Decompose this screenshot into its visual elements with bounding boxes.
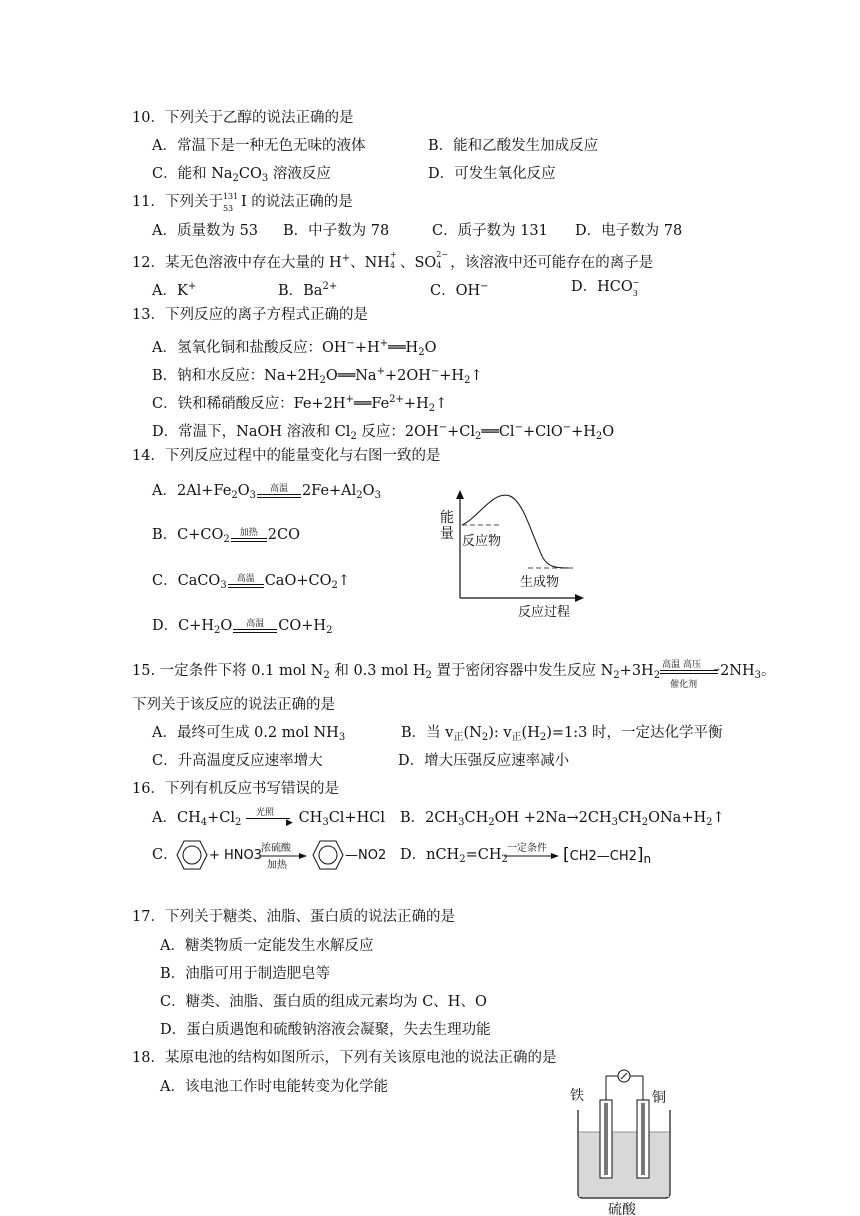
q17-option-a: A．糖类物质一定能发生水解反应	[160, 938, 374, 954]
q15-stem-2: 下列关于该反应的说法正确的是	[132, 697, 335, 713]
q17-stem: 17．下列关于糖类、油脂、蛋白质的说法正确的是	[132, 909, 455, 925]
q17-option-c: C．糖类、油脂、蛋白质的组成元素均为 C、H、O	[160, 994, 487, 1010]
q11-option-b: B．中子数为 78	[283, 223, 390, 239]
energy-curve	[462, 495, 568, 568]
q10-stem: 10．下列关于乙醇的说法正确的是	[132, 110, 354, 126]
q10-option-c: C．能和 $Na_2CO_3$ 溶液反应	[152, 166, 331, 184]
solution-label: 硫酸	[608, 1202, 636, 1216]
q18-stem: 18．某原电池的结构如图所示，下列有关该原电池的说法正确的是	[132, 1050, 557, 1066]
q17-option-d: D．蛋白质遇饱和硫酸钠溶液会凝聚，失去生理功能	[160, 1022, 491, 1038]
q16-option-b: B．$2CH_3CH_2OH$ $+2Na\to 2CH_3CH_2ONa+H_2↑$	[400, 810, 725, 828]
svg-text:浓硫酸: 浓硫酸	[261, 843, 291, 854]
q14-option-c: C．CaCO$_3$ 高温 $CaO+CO_2↑$	[152, 573, 350, 591]
q16-c-arrow	[259, 842, 309, 872]
x-axis-arrow	[575, 594, 584, 602]
q11-option-c: C．质子数为 131	[432, 223, 548, 239]
galvanic-cell-diagram	[568, 1058, 688, 1216]
q12-option-d: D．HCO − 3	[571, 278, 640, 298]
q15-option-c: C．升高温度反应速率增大	[152, 753, 323, 769]
q12-option-a: A．K+	[152, 281, 197, 299]
sulfuric-acid-solution	[579, 1132, 669, 1197]
y-label-2: 量	[440, 526, 454, 542]
y-axis-arrow	[456, 490, 464, 499]
q16-d-product: $[CH2—CH2]_n$	[563, 845, 652, 866]
benzene-ring-icon	[176, 838, 208, 872]
q13-option-b: B．钠和水反应：$Na+2H_2O══Na^++2OH^-+H_2↑$	[152, 366, 483, 386]
q16-c-product: —NO2	[345, 848, 387, 863]
q14-option-a: A．$2Al+Fe_2O_3$ 高温 $2Fe+Al_2O_3$	[152, 483, 381, 501]
q12-option-c: C．OH−	[430, 281, 489, 299]
q15-option-a: A．最终可生成 0.2 mol $NH_3$	[152, 725, 346, 743]
y-label-1: 能	[440, 510, 454, 526]
q15-stem: 15. 一定条件下将 0.1 mol $N_2$ 和 0.3 mol $H_2$ 置于密闭容器中发生反应 $N_2+3H_2$ 高温 高压 ⇀ ↽ 催化剂 $2NH_3$。	[132, 660, 776, 690]
q16-stem: 16．下列有机反应书写错误的是	[132, 781, 339, 797]
q11-option-a: A．质量数为 53	[152, 223, 259, 239]
reactant-label: 反应物	[462, 534, 502, 549]
q12-stem: 12．某无色溶液中存在大量的 H+、NH + 4 、SO 2− 4 ，该溶液中还可能存在的离子是	[132, 250, 654, 271]
q11-option-d: D．电子数为 78	[575, 223, 683, 239]
x-label: 反应过程	[518, 605, 571, 620]
q10-option-b: B．能和乙酸发生加成反应	[428, 138, 599, 154]
copper-label: 铜	[652, 1090, 666, 1106]
q16-option-a: A．$CH_4+Cl_2$ 光照 ▶ $CH_3Cl+HCl$	[152, 808, 385, 828]
q11-stem: 11．下列关于 131 53 I 的说法正确的是	[132, 192, 353, 213]
q14-option-b: B．$C+CO_2$ 加热 2CO	[152, 527, 300, 545]
svg-text:一定条件: 一定条件	[507, 843, 547, 854]
q13-option-d: D．常温下，NaOH 溶液和 $Cl_2$ 反应：$2OH^-+Cl_2══Cl^-+ClO^-+H_2O$	[152, 422, 615, 442]
nuclide-symbol: 131 53	[222, 192, 239, 213]
q17-option-b: B．油脂可用于制造肥皂等	[160, 966, 331, 982]
q13-option-a: A．氢氧化铜和盐酸反应：$OH^-+H^+══H_2O$	[152, 338, 437, 358]
q14-stem: 14．下列反应过程中的能量变化与右图一致的是	[132, 448, 441, 464]
reversible-arrow: 高温 高压 ⇀ ↽ 催化剂	[660, 660, 721, 690]
q16-d-arrow	[503, 842, 561, 864]
energy-diagram	[438, 488, 588, 623]
product-label: 生成物	[520, 575, 560, 590]
q14-option-d: D．$C+H_2O$ 高温 $CO+H_2$	[152, 618, 333, 636]
q15-option-b: B．当 $v_正(N_2)$: $v_正(H_2)=1:3$ 时，一定达化学平衡	[401, 725, 723, 743]
q16-option-d: D．$nCH_2=CH_2$	[400, 847, 508, 865]
q12-option-b: B．$Ba^{2+}$	[278, 281, 338, 299]
q10-option-d: D．可发生氧化反应	[428, 166, 556, 182]
q13-stem: 13．下列反应的离子方程式正确的是	[132, 307, 368, 323]
q10-option-a: A．常温下是一种无色无味的液体	[152, 138, 366, 154]
q15-option-d: D．增大压强反应速率减小	[398, 753, 570, 769]
nitrobenzene-ring-icon	[312, 838, 346, 872]
q18-option-a: A．该电池工作时电能转变为化学能	[160, 1079, 388, 1095]
svg-text:加热: 加热	[267, 860, 287, 871]
q16-c-reagent: + HNO3	[209, 848, 263, 863]
q16-option-c-label: C．	[152, 847, 178, 863]
iron-label: 铁	[570, 1088, 584, 1104]
q13-option-c: C．铁和稀硝酸反应：$Fe+2H^+══Fe^{2+}+H_2↑$	[152, 394, 448, 414]
